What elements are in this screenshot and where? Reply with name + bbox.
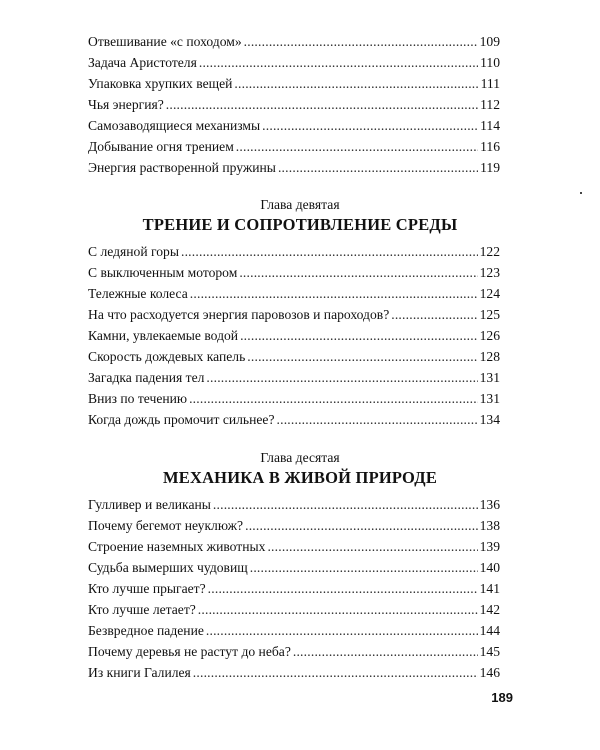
entry-title: Строение наземных животных — [88, 539, 266, 554]
entry-page: 123 — [479, 265, 500, 280]
dot-leader — [234, 74, 478, 94]
entry-page: 144 — [479, 623, 500, 638]
toc-entry[interactable] — [88, 53, 500, 73]
entry-title: Чья энергия? — [88, 97, 164, 112]
toc-entry[interactable] — [88, 137, 500, 157]
dot-leader — [267, 537, 477, 557]
dot-leader — [166, 95, 478, 115]
entry-title: Добывание огня трением — [88, 139, 234, 154]
entry-title: Кто лучше летает? — [88, 602, 196, 617]
entry-title: Загадка падения тел — [88, 370, 205, 385]
entry-title: Отвешивание «с походом» — [88, 34, 242, 49]
entry-page: 131 — [479, 391, 500, 406]
entry-page: 124 — [479, 286, 500, 301]
dot-leader — [293, 642, 478, 662]
entry-title: Кто лучше прыгает? — [88, 581, 206, 596]
toc-entry[interactable] — [88, 95, 500, 115]
toc-entry[interactable] — [88, 410, 500, 430]
dot-leader — [262, 116, 478, 136]
dot-leader — [236, 137, 478, 157]
entry-page: 136 — [479, 497, 500, 512]
entry-title: Безвредное падение — [88, 623, 204, 638]
toc-entry[interactable] — [88, 74, 500, 94]
entry-page: 114 — [480, 118, 500, 133]
entry-page: 111 — [480, 76, 500, 91]
entry-title: Самозаводящиеся механизмы — [88, 118, 261, 133]
dot-leader — [245, 516, 478, 536]
entry-page: 125 — [479, 307, 500, 322]
toc-entry[interactable] — [88, 495, 500, 515]
dot-leader — [391, 305, 477, 325]
dot-leader — [181, 242, 478, 262]
toc-entry[interactable] — [88, 32, 500, 52]
entry-page: 116 — [480, 139, 500, 154]
entry-title: Тележные колеса — [88, 286, 188, 301]
toc-entry[interactable] — [88, 263, 500, 283]
entry-page: 145 — [479, 644, 500, 659]
toc-entry[interactable] — [88, 579, 500, 599]
entry-page: 112 — [480, 97, 500, 112]
chapter-title: МЕХАНИКА В ЖИВОЙ ПРИРОДЕ — [162, 468, 438, 487]
dot-leader — [206, 368, 477, 388]
entry-page: 139 — [479, 539, 500, 554]
dot-leader — [240, 326, 478, 346]
dot-leader — [278, 158, 478, 178]
chapter-title: ТРЕНИЕ И СОПРОТИВЛЕНИЕ СРЕДЫ — [142, 215, 458, 234]
toc-entry[interactable] — [88, 537, 500, 557]
entry-title: Камни, увлекаемые водой — [88, 328, 239, 343]
toc-entry[interactable] — [88, 305, 500, 325]
entry-page: 138 — [479, 518, 500, 533]
scan-speck — [580, 192, 582, 194]
entry-title: Почему бегемот неуклюж? — [88, 518, 244, 533]
entry-page: 126 — [479, 328, 500, 343]
entry-title: Почему деревья не растут до неба? — [88, 644, 291, 659]
dot-leader — [190, 284, 478, 304]
toc-entry[interactable] — [88, 621, 500, 641]
dot-leader — [206, 621, 478, 641]
entry-page: 134 — [479, 412, 500, 427]
toc-entry[interactable] — [88, 389, 500, 409]
entry-page: 110 — [480, 55, 500, 70]
entry-title: На что расходуется энергия паровозов и пароходов? — [88, 307, 390, 322]
toc-entry[interactable] — [88, 600, 500, 620]
entry-title: Из книги Галилея — [88, 665, 191, 680]
entry-page: 109 — [479, 34, 500, 49]
chapter-label: Глава девятая — [260, 197, 340, 212]
entry-title: Когда дождь промочит сильнее? — [88, 412, 275, 427]
entry-page: 128 — [479, 349, 500, 364]
dot-leader — [193, 663, 478, 683]
entry-title: Энергия растворенной пружины — [88, 160, 276, 175]
dot-leader — [199, 53, 478, 73]
toc-entry[interactable] — [88, 558, 500, 578]
dot-leader — [208, 579, 478, 599]
toc-entry[interactable] — [88, 642, 500, 662]
entry-title: С ледяной горы — [88, 244, 179, 259]
entry-page: 141 — [479, 581, 500, 596]
toc-entry[interactable] — [88, 347, 500, 367]
toc-entry[interactable] — [88, 284, 500, 304]
page-number: 189 — [491, 690, 513, 705]
toc-entry[interactable] — [88, 663, 500, 683]
toc-entry[interactable] — [88, 368, 500, 388]
dot-leader — [198, 600, 478, 620]
toc-entry[interactable] — [88, 116, 500, 136]
dot-leader — [277, 410, 478, 430]
entry-page: 119 — [480, 160, 500, 175]
toc-entry[interactable] — [88, 158, 500, 178]
entry-page: 146 — [479, 665, 500, 680]
entry-title: Упаковка хрупких вещей — [88, 76, 233, 91]
entry-title: Гулливер и великаны — [88, 497, 211, 512]
toc-entry[interactable] — [88, 242, 500, 262]
dot-leader — [239, 263, 477, 283]
entry-title: Задача Аристотеля — [88, 55, 197, 70]
dot-leader — [189, 389, 478, 409]
toc-entry[interactable] — [88, 516, 500, 536]
entry-page: 122 — [479, 244, 500, 259]
entry-page: 142 — [479, 602, 500, 617]
dot-leader — [244, 32, 478, 52]
entry-page: 131 — [479, 370, 500, 385]
toc-entry[interactable] — [88, 326, 500, 346]
dot-leader — [213, 495, 478, 515]
dot-leader — [247, 347, 477, 367]
entry-title: Скорость дождевых капель — [88, 349, 246, 364]
dot-leader — [250, 558, 478, 578]
entry-title: Судьба вымерших чудовищ — [88, 560, 248, 575]
entry-title: С выключенным мотором — [88, 265, 238, 280]
entry-page: 140 — [479, 560, 500, 575]
chapter-label: Глава десятая — [260, 450, 340, 465]
entry-title: Вниз по течению — [88, 391, 188, 406]
